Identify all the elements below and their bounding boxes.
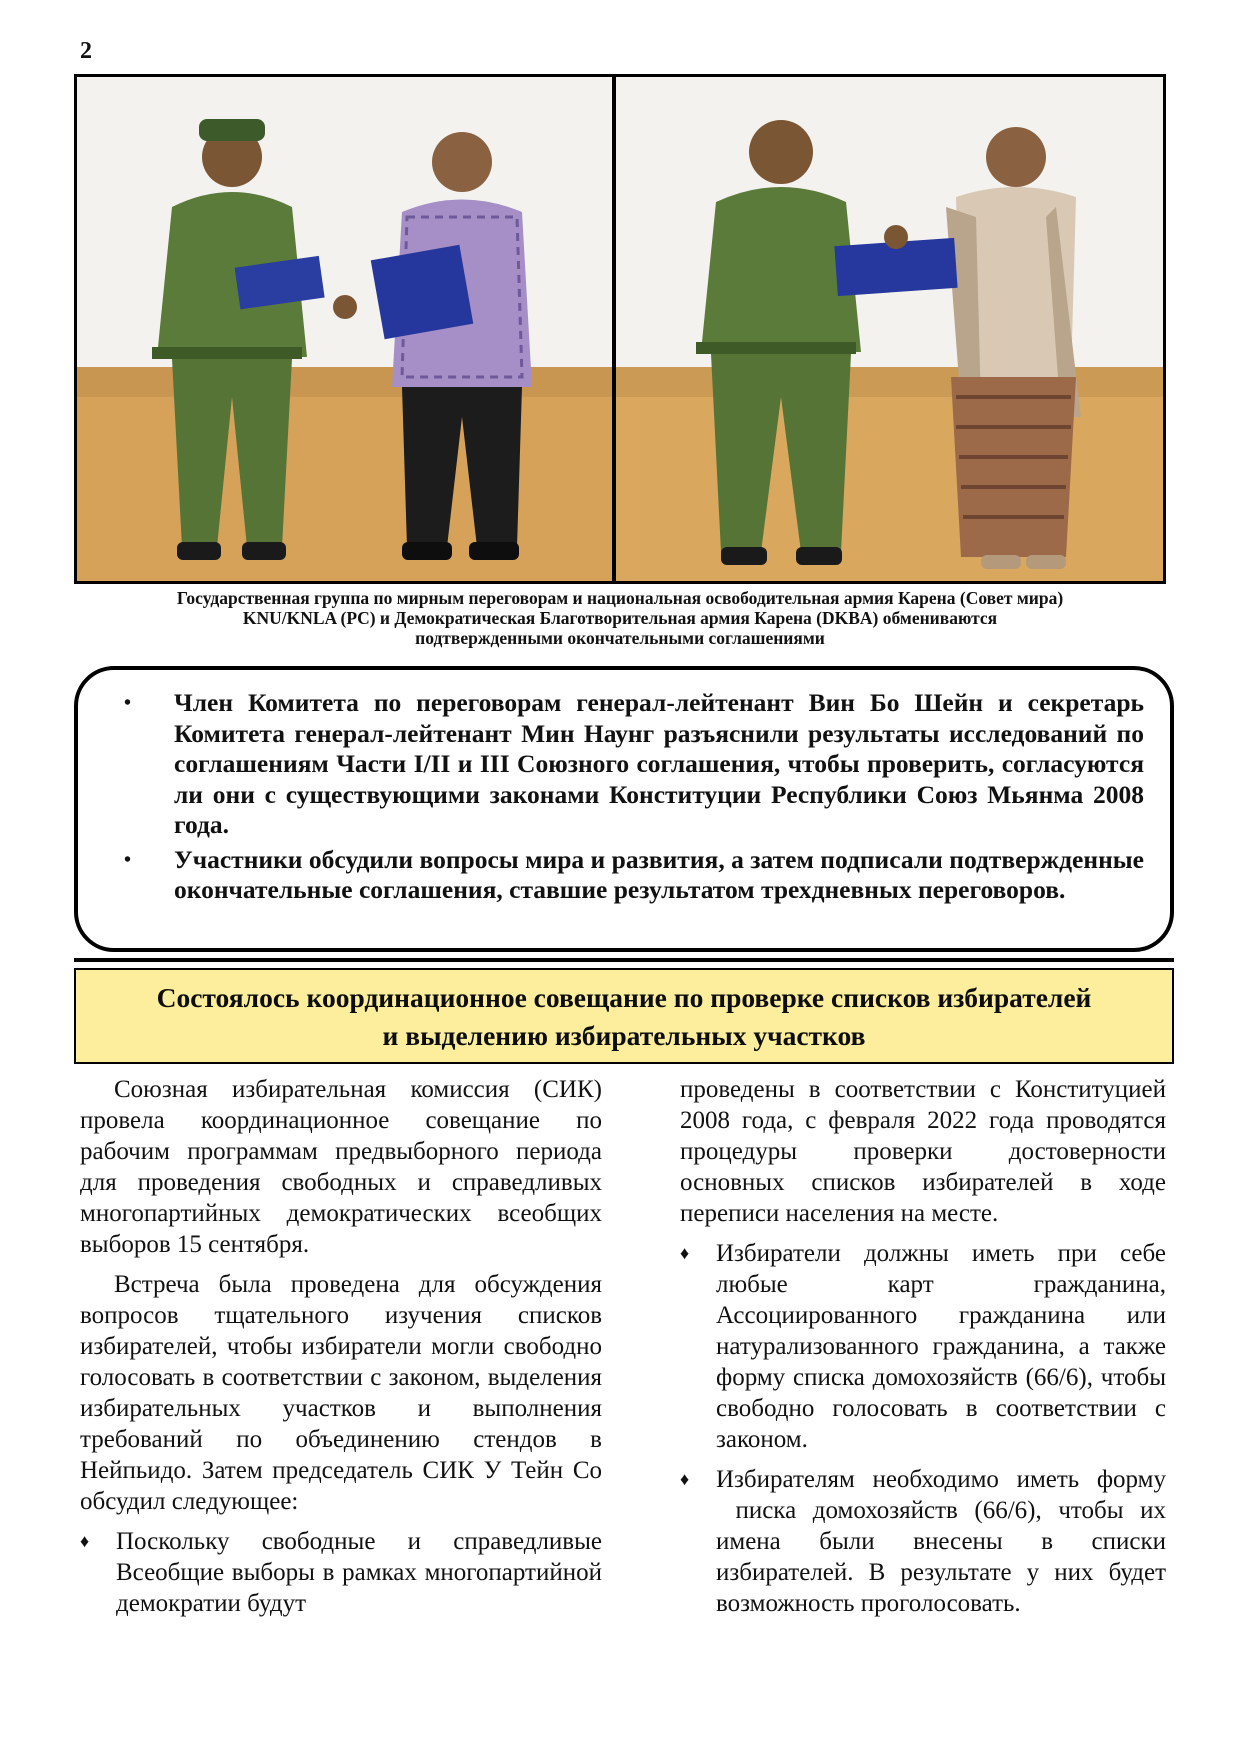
photo-caption xyxy=(74,588,1166,648)
headline-line: и выделению избирательных участков xyxy=(382,1020,866,1051)
photo-left-image xyxy=(77,77,612,581)
diamond-bullet-icon: ♦ xyxy=(80,1531,90,1551)
paragraph: Союзная избирательная комиссия (СИК) провела координационное совещание по рабочим программам предвыборного периода для проведения свободных и справедливых многопартийных демократических всеобщих выборов 15 сентября. xyxy=(80,1076,602,1258)
paragraph: Встреча была проведена для обсуждения вопросов тщательного изучения списков избирателей, чтобы избиратели могли свободно голосовать в соответствии с законом, выделения избирательных участков и выполнения требований по объединению стендов в Нейпьидо. Затем председатель СИК У Тейн Со обсудил следующее: xyxy=(80,1271,602,1515)
bullet-item: ♦ Избирателям необходимо иметь форму писка домохозяйств (66/6), чтобы их имена были внесены в списки избирателей. В результате у них будет возможность проголосовать. xyxy=(680,1466,1166,1617)
summary-list xyxy=(120,688,1144,906)
article-column-right xyxy=(680,1074,1166,1619)
diamond-bullet-icon: ♦ xyxy=(680,1469,690,1489)
section-divider xyxy=(74,958,1174,962)
bullet-icon: • xyxy=(124,848,132,871)
paragraph-continued: проведены в соответствии с Конституцией 2008 года, с февраля 2022 года проводятся процедуры проверки достоверности основных списков избирателей в ходе переписи населения на месте. xyxy=(680,1076,1166,1227)
page-number: 2 xyxy=(80,38,92,64)
summary-box xyxy=(74,666,1174,952)
summary-item: • Член Комитета по переговорам генерал-лейтенант Вин Бо Шейн и секретарь Комитета генерал-лейтенант Мин Наунг разъяснили результаты исследований по соглашениям Части I/II и III Союзного соглашения, чтобы проверить, согласуются ли они с существующими законами Конституции Республики Союз Мьянма 2008 года. xyxy=(124,688,1144,839)
diamond-bullet-icon: ♦ xyxy=(680,1243,690,1263)
photo-left xyxy=(77,77,612,581)
article-column-left xyxy=(80,1074,602,1619)
bullet-item: ♦ Избиратели должны иметь при себе любые карт гражданина, Ассоциированного гражданина или натурализованного гражданина, а также форму списка домохозяйств (66/6), чтобы свободно голосовать в соответствии с законом. xyxy=(680,1240,1166,1453)
headline-line: Состоялось координационное совещание по проверке списков избирателей xyxy=(156,982,1092,1013)
bullet-icon: • xyxy=(124,692,132,714)
photo-panel xyxy=(74,74,1166,584)
photo-right xyxy=(616,77,1163,581)
photo-right-image xyxy=(616,77,1163,581)
article-headline xyxy=(74,968,1174,1064)
caption-line: Государственная группа по мирным переговорам и национальная освободительная армия Карена (Совет мира) xyxy=(176,588,1064,608)
summary-item: • Участники обсудили вопросы мира и развития, а затем подписали подтвержденные окончательные соглашения, ставшие результатом трехдневных переговоров. xyxy=(124,844,1144,904)
bullet-item: ♦ Поскольку свободные и справедливые Всеобщие выборы в рамках многопартийной демократии будут xyxy=(80,1528,602,1617)
caption-line: подтвержденными окончательными соглашениями xyxy=(415,628,825,648)
caption-line: KNU/KNLA (PC) и Демократическая Благотворительная армия Карена (DKBA) обмениваются xyxy=(242,608,998,628)
